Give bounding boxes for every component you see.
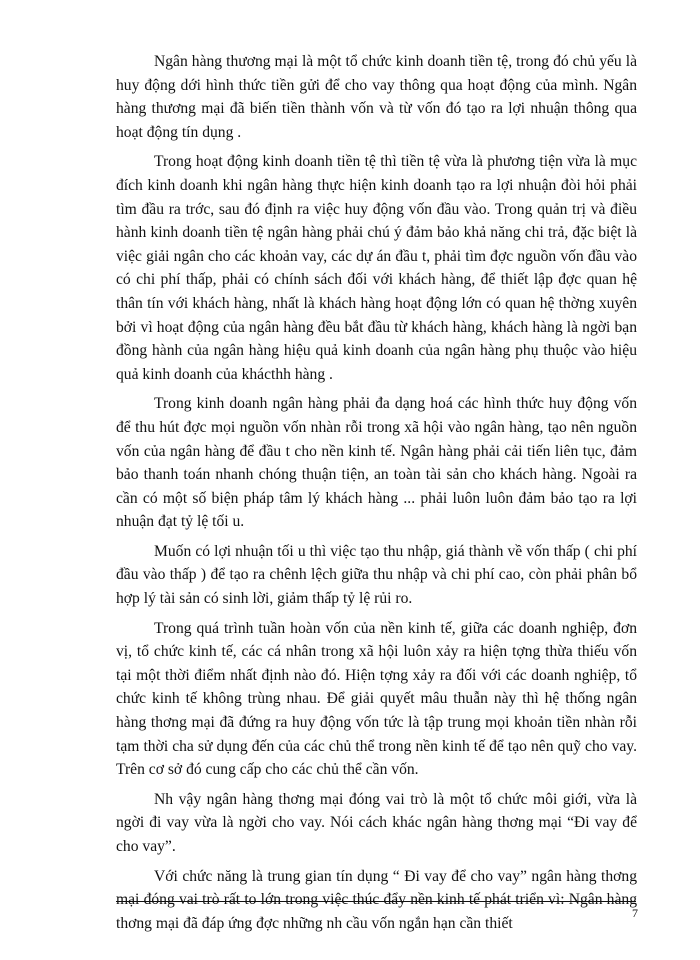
paragraph-7: Với chức năng là trung gian tín dụng “ Đi vay để cho vay” ngân hàng thơng mại đóng vai trò rất to lớn trong việc thúc đẩy nền kinh tế phát triển vì: Ngân hàng thơng mại đã đáp ứng đợc những nh cầu vốn ngắn hạn cần thiết xyxy=(116,867,637,932)
paragraph-6: Nh vậy ngân hàng thơng mại đóng vai trò là một tổ chức môi giới, vừa là ngời đi vay vừa là ngời cho vay. Nói cách khác ngân hàng thơng mại “Đi vay để cho vay”. xyxy=(116,790,637,855)
paragraph-5: Trong quá trình tuần hoàn vốn của nền kinh tế, giữa các doanh nghiệp, đơn vị, tổ chức kinh tế, các cá nhân trong xã hội luôn xảy ra hiện tợng thừa thiếu vốn tại một thời điểm nhất định nào đó. Hiện tợng xảy ra đối với các doanh nghiệp, tổ chức kinh tế không trùng nhau. Để giải quyết mâu thuẫn này thì hệ thống ngân hàng thơng mại đã đứng ra huy động vốn tức là tập trung mọi khoản tiền nhàn rỗi tạm thời cha sử dụng đến của các chủ thể trong nền kinh tế để tạo nên quỹ cho vay. Trên cơ sở đó cung cấp cho các chủ thể cần vốn. xyxy=(116,619,637,779)
paragraph-1: Ngân hàng thương mại là một tổ chức kinh doanh tiền tệ, trong đó chủ yếu là huy động dới hình thức tiền gửi để cho vay thông qua hoạt động của mình. Ngân hàng thương mại đã biến tiền thành vốn và từ vốn đó tạo ra lợi nhuận thông qua hoạt động tín dụng . xyxy=(116,53,637,141)
page-number: 7 xyxy=(632,906,638,920)
paragraph-3: Trong kinh doanh ngân hàng phải đa dạng hoá các hình thức huy động vốn để thu hút đợc mọi nguồn vốn nhàn rỗi trong xã hội vào ngân hàng, tạo nên nguồn vốn của ngân hàng để đầu t cho nền kinh tế. Ngân hàng phải cải tiến liên tục, đảm bảo thanh toán nhanh chóng thuận tiện, an toàn tài sản cho khách hàng. Ngoài ra cần có một số biện pháp tâm lý khách hàng ... phải luôn luôn đảm bảo tạo ra lợi nhuận đạt tỷ lệ tối u. xyxy=(116,395,637,531)
footer-divider xyxy=(116,901,636,902)
paragraph-2: Trong hoạt động kinh doanh tiền tệ thì tiền tệ vừa là phương tiện vừa là mục đích kinh doanh khi ngân hàng thực hiện kinh doanh tạo ra lợi nhuận đòi hỏi phải tìm đầu ra trớc, sau đó định ra việc huy động vốn đầu vào. Trong quản trị và điều hành kinh doanh tiền tệ ngân hàng phải chú ý đảm bảo khả năng chi trả, đặc biệt là việc giải ngân cho các khoản vay, các dự án đầu t, phải tìm đợc nguồn vốn đầu vào có chi phí thấp, phải có chính sách đối với khách hàng, để thiết lập đợc quan hệ thân tín với khách hàng, nhất là khách hàng hoạt động lớn có quan hệ thờng xuyên bởi vì hoạt động của ngân hàng đều bắt đầu từ khách hàng, khách hàng là ngời bạn đồng hành của ngân hàng hiệu quả kinh doanh của ngân hàng phụ thuộc vào hiệu quả kinh doanh của khácthh hàng . xyxy=(116,153,637,383)
body-text xyxy=(116,50,637,935)
paragraph-4: Muốn có lợi nhuận tối u thì việc tạo thu nhập, giá thành về vốn thấp ( chi phí đầu vào thấp ) để tạo ra chênh lệch giữa thu nhập và chi phí cao, còn phải phân bổ hợp lý tài sản có sinh lời, giảm thấp tỷ lệ rủi ro. xyxy=(116,542,637,608)
